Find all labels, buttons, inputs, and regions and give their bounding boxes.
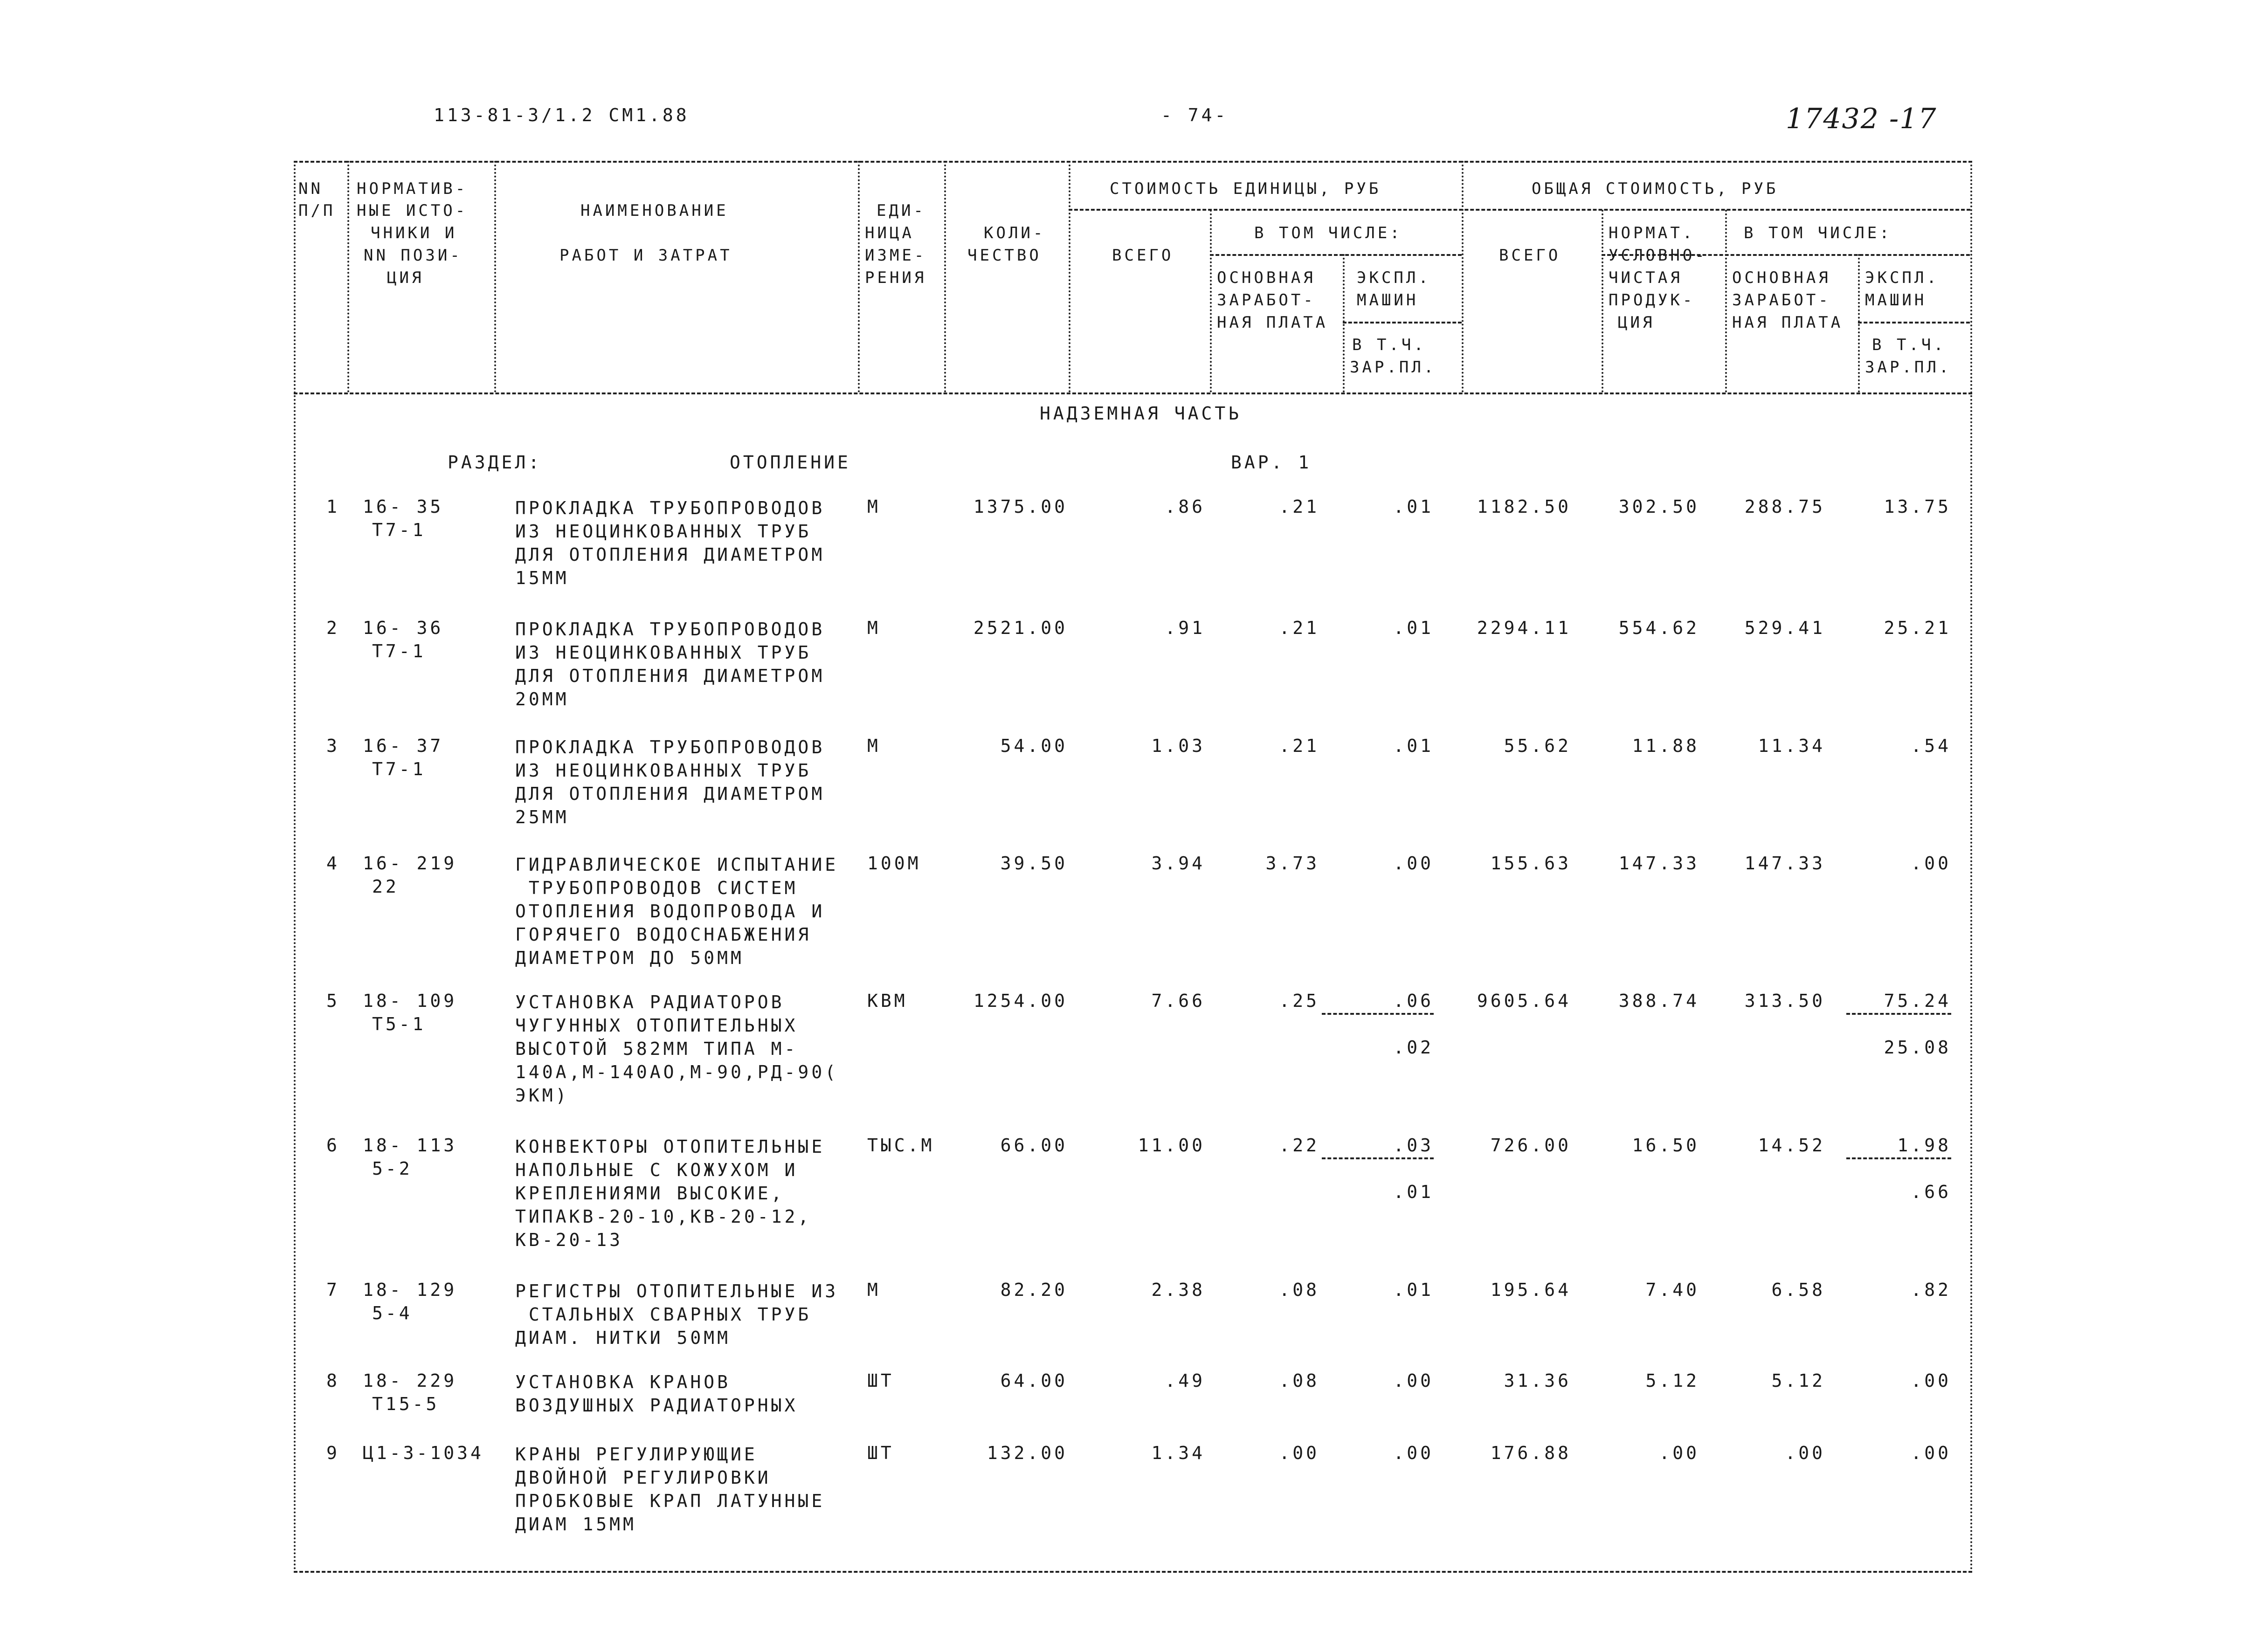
row-t-mach: 75.24 — [1884, 991, 1951, 1011]
row-code: 18- 229 — [363, 1370, 457, 1391]
table-right-border — [1970, 161, 1972, 1571]
hdr-ekspl-2: МАШИН — [1357, 291, 1419, 310]
hdr-vsego-unit: ВСЕГО — [1112, 246, 1174, 265]
row-qty: 132.00 — [987, 1443, 1068, 1463]
hdr-vtch-2: ЗАР.ПЛ. — [1350, 358, 1436, 377]
hdr-vtch-t1: В Т.Ч. — [1872, 336, 1946, 354]
row-code: 18- 129 — [363, 1280, 457, 1300]
row-unit: КВМ — [867, 991, 908, 1011]
row-number: 5 — [326, 991, 340, 1011]
razdel-name: ОТОПЛЕНИЕ — [730, 452, 851, 473]
row-t-mach: 1.98 — [1897, 1135, 1951, 1156]
hdr-osn-t1: ОСНОВНАЯ — [1732, 268, 1831, 287]
subtotal-divider — [1846, 1013, 1951, 1015]
row-normat: 11.88 — [1632, 736, 1699, 756]
hdr-qty-2: ЧЕСТВО — [967, 246, 1042, 265]
section-part-title: НАДЗЕМНАЯ ЧАСТЬ — [1040, 403, 1242, 424]
row-qty: 2521.00 — [973, 618, 1068, 638]
hdr-normat-1: НОРМАТ. — [1609, 224, 1695, 242]
hdr-sep — [494, 161, 496, 392]
row-total: 1182.50 — [1477, 496, 1571, 517]
row-mach: .03 — [1393, 1135, 1434, 1156]
row-qty: 1375.00 — [973, 496, 1068, 517]
row-number: 2 — [326, 618, 340, 638]
row-description: ГИДРАВЛИЧЕСКОЕ ИСПЫТАНИЕ ТРУБОПРОВОДОВ СИСТЕМ ОТОПЛЕНИЯ ВОДОПРОВОДА И ГОРЯЧЕГО ВОДОСНАБЖЕНИЯ ДИАМЕТРОМ ДО 50ММ — [515, 854, 839, 968]
hdr-sep — [1210, 210, 1212, 392]
row-total: 9605.64 — [1477, 991, 1571, 1011]
row-code-sub: Т7-1 — [372, 520, 426, 540]
row-unit: ШТ — [867, 1443, 894, 1463]
row-mach-wage: .02 — [1393, 1037, 1434, 1058]
hdr-unit-1: ЕДИ- — [877, 201, 926, 220]
hdr-sep — [1602, 210, 1603, 392]
row-code: 16- 35 — [363, 496, 444, 517]
row-number: 3 — [326, 736, 340, 756]
hdr-normat-5: ЦИЯ — [1618, 313, 1655, 332]
row-description: УСТАНОВКА РАДИАТОРОВ ЧУГУННЫХ ОТОПИТЕЛЬНЫХ ВЫСОТОЙ 582ММ ТИПА М- 140А,М-140АО,М-90,РД-90( ЭКМ) — [515, 992, 839, 1106]
hdr-name-1: НАИМЕНОВАНИЕ — [580, 201, 729, 220]
row-wage: .21 — [1279, 496, 1319, 517]
row-qty: 82.20 — [1000, 1280, 1068, 1300]
hdr-osn-2: ЗАРАБОТ- — [1217, 291, 1316, 310]
row-code: 16- 219 — [363, 853, 457, 874]
row-qty: 64.00 — [1000, 1370, 1068, 1391]
row-qty: 1254.00 — [973, 991, 1068, 1011]
row-all: 1.34 — [1151, 1443, 1205, 1463]
row-qty: 54.00 — [1000, 736, 1068, 756]
hdr-normat-2: УСЛОВНО- — [1609, 246, 1707, 265]
row-unit: ТЫС.М — [867, 1135, 935, 1156]
row-t-wage: .00 — [1785, 1443, 1825, 1463]
row-unit: М — [867, 496, 881, 517]
subtotal-divider — [1322, 1157, 1434, 1159]
row-all: .49 — [1165, 1370, 1205, 1391]
hdr-nn-2: П/П — [298, 201, 336, 220]
row-t-mach: .82 — [1911, 1280, 1951, 1300]
hdr-norm-2: НЫЕ ИСТО- — [357, 201, 468, 220]
row-unit: М — [867, 1280, 881, 1300]
row-total: 31.36 — [1504, 1370, 1571, 1391]
hdr-ekspl-t2: МАШИН — [1865, 291, 1927, 310]
row-code-sub: 5-2 — [372, 1158, 413, 1179]
hdr-vsego-total: ВСЕГО — [1499, 246, 1561, 265]
row-number: 7 — [326, 1280, 340, 1300]
row-mach: .01 — [1393, 736, 1434, 756]
subtotal-divider — [1322, 1013, 1434, 1015]
row-code-sub: Т15-5 — [372, 1394, 440, 1414]
row-mach: .01 — [1393, 1280, 1434, 1300]
row-all: 1.03 — [1151, 736, 1205, 756]
row-t-mach: 25.21 — [1884, 618, 1951, 638]
subtotal-divider — [1846, 1157, 1951, 1159]
hdr-osn-t2: ЗАРАБОТ- — [1732, 291, 1831, 310]
row-unit: М — [867, 736, 881, 756]
row-unit: ШТ — [867, 1370, 894, 1391]
row-code-sub: 22 — [372, 876, 399, 897]
row-description: ПРОКЛАДКА ТРУБОПРОВОДОВ ИЗ НЕОЦИНКОВАННЫХ ТРУБ ДЛЯ ОТОПЛЕНИЯ ДИАМЕТРОМ 25ММ — [515, 737, 825, 827]
row-wage: .21 — [1279, 618, 1319, 638]
hdr-norm-1: НОРМАТИВ- — [357, 179, 468, 198]
row-total: 176.88 — [1490, 1443, 1571, 1463]
hdr-osn-1: ОСНОВНАЯ — [1217, 268, 1316, 287]
row-mach: .06 — [1393, 991, 1434, 1011]
row-code-sub: Т5-1 — [372, 1014, 426, 1034]
row-t-wage: 529.41 — [1744, 618, 1825, 638]
hdr-unit-2: НИЦА — [865, 224, 914, 242]
row-qty: 66.00 — [1000, 1135, 1068, 1156]
row-code: Ц1-3-1034 — [363, 1443, 484, 1463]
row-all: 3.94 — [1151, 853, 1205, 874]
hdr-rule — [1343, 322, 1462, 324]
row-t-mach: .00 — [1911, 853, 1951, 874]
row-qty: 39.50 — [1000, 853, 1068, 874]
row-total: 726.00 — [1490, 1135, 1571, 1156]
row-code-sub: 5-4 — [372, 1303, 413, 1323]
hdr-osn-t3: НАЯ ПЛАТА — [1732, 313, 1844, 332]
row-total: 195.64 — [1490, 1280, 1571, 1300]
hdr-norm-4: NN ПОЗИ- — [364, 246, 463, 265]
row-t-mach-wage: 25.08 — [1884, 1037, 1951, 1058]
hdr-rule — [1069, 209, 1970, 211]
row-unit: 100М — [867, 853, 921, 874]
hdr-unit-3: ИЗМЕ- — [865, 246, 927, 265]
row-t-mach: .54 — [1911, 736, 1951, 756]
hdr-osn-3: НАЯ ПЛАТА — [1217, 313, 1328, 332]
hdr-sep — [944, 161, 946, 392]
hdr-vtom-unit: В ТОМ ЧИСЛЕ: — [1254, 224, 1402, 242]
hdr-norm-5: ЦИЯ — [387, 268, 424, 287]
row-code: 16- 36 — [363, 618, 444, 638]
hdr-rule — [1210, 254, 1462, 256]
hdr-qty-1: КОЛИ- — [984, 224, 1046, 242]
table-top-border — [294, 161, 1972, 163]
row-t-mach: .00 — [1911, 1443, 1951, 1463]
row-t-wage: 313.50 — [1744, 991, 1825, 1011]
hdr-rule — [1858, 322, 1970, 324]
row-number: 9 — [326, 1443, 340, 1463]
row-description: РЕГИСТРЫ ОТОПИТЕЛЬНЫЕ ИЗ СТАЛЬНЫХ СВАРНЫХ ТРУБ ДИАМ. НИТКИ 50ММ — [515, 1281, 839, 1348]
row-t-wage: 11.34 — [1758, 736, 1825, 756]
header-bottom-border — [294, 392, 1972, 394]
row-total: 55.62 — [1504, 736, 1571, 756]
hdr-nn-1: NN — [298, 179, 323, 198]
hdr-sep — [347, 161, 349, 392]
hdr-unit-cost: СТОИМОСТЬ ЕДИНИЦЫ, РУБ — [1110, 179, 1381, 198]
row-mach-wage: .01 — [1393, 1182, 1434, 1202]
row-normat: .00 — [1659, 1443, 1699, 1463]
document-code: 113-81-3/1.2 СМ1.88 — [434, 105, 690, 125]
hdr-vtom-total: В ТОМ ЧИСЛЕ: — [1744, 224, 1892, 242]
hdr-unit-4: РЕНИЯ — [865, 268, 927, 287]
row-all: 11.00 — [1138, 1135, 1205, 1156]
row-code: 18- 113 — [363, 1135, 457, 1156]
row-wage: .08 — [1279, 1370, 1319, 1391]
row-description: ПРОКЛАДКА ТРУБОПРОВОДОВ ИЗ НЕОЦИНКОВАННЫХ ТРУБ ДЛЯ ОТОПЛЕНИЯ ДИАМЕТРОМ 20ММ — [515, 619, 825, 709]
row-mach: .01 — [1393, 618, 1434, 638]
row-mach: .00 — [1393, 853, 1434, 874]
hdr-total-cost: ОБЩАЯ СТОИМОСТЬ, РУБ — [1532, 179, 1779, 198]
hdr-ekspl-t1: ЭКСПЛ. — [1865, 268, 1939, 287]
row-all: 7.66 — [1151, 991, 1205, 1011]
row-number: 4 — [326, 853, 340, 874]
row-code-sub: Т7-1 — [372, 759, 426, 779]
row-number: 8 — [326, 1370, 340, 1391]
row-normat: 388.74 — [1618, 991, 1699, 1011]
razdel-label: РАЗДЕЛ: — [448, 452, 542, 473]
row-normat: 16.50 — [1632, 1135, 1699, 1156]
hdr-norm-3: ЧНИКИ И — [371, 224, 457, 242]
hdr-vtch-1: В Т.Ч. — [1352, 336, 1426, 354]
hdr-normat-4: ПРОДУК- — [1609, 291, 1695, 310]
hdr-sep — [1462, 161, 1464, 392]
row-all: 2.38 — [1151, 1280, 1205, 1300]
row-number: 1 — [326, 496, 340, 517]
row-normat: 554.62 — [1618, 618, 1699, 638]
row-wage: 3.73 — [1265, 853, 1319, 874]
handwritten-number: 17432 -17 — [1786, 103, 1937, 135]
row-wage: .25 — [1279, 991, 1319, 1011]
table-bottom-border — [294, 1571, 1972, 1573]
row-t-wage: 288.75 — [1744, 496, 1825, 517]
row-wage: .22 — [1279, 1135, 1319, 1156]
row-normat: 5.12 — [1645, 1370, 1699, 1391]
hdr-sep — [858, 161, 860, 392]
row-t-mach-wage: .66 — [1911, 1182, 1951, 1202]
row-t-wage: 6.58 — [1771, 1280, 1825, 1300]
row-all: .86 — [1165, 496, 1205, 517]
row-mach: .01 — [1393, 496, 1434, 517]
row-total: 2294.11 — [1477, 618, 1571, 638]
row-wage: .21 — [1279, 736, 1319, 756]
row-unit: М — [867, 618, 881, 638]
row-t-mach: 13.75 — [1884, 496, 1951, 517]
row-t-mach: .00 — [1911, 1370, 1951, 1391]
row-description: КОНВЕКТОРЫ ОТОПИТЕЛЬНЫЕ НАПОЛЬНЫЕ С КОЖУХОМ И КРЕПЛЕНИЯМИ ВЫСОКИЕ, ТИПАКВ-20-10,КВ-20-12, КВ-20-13 — [515, 1136, 825, 1250]
row-description: ПРОКЛАДКА ТРУБОПРОВОДОВ ИЗ НЕОЦИНКОВАННЫХ ТРУБ ДЛЯ ОТОПЛЕНИЯ ДИАМЕТРОМ 15ММ — [515, 498, 825, 588]
hdr-normat-3: ЧИСТАЯ — [1609, 268, 1683, 287]
row-description: КРАНЫ РЕГУЛИРУЮЩИЕ ДВОЙНОЙ РЕГУЛИРОВКИ ПРОБКОВЫЕ КРАП ЛАТУННЫЕ ДИАМ 15ММ — [515, 1444, 825, 1535]
row-normat: 147.33 — [1618, 853, 1699, 874]
row-wage: .00 — [1279, 1443, 1319, 1463]
row-t-wage: 147.33 — [1744, 853, 1825, 874]
page-number: - 74- — [1161, 105, 1229, 125]
row-all: .91 — [1165, 618, 1205, 638]
row-t-wage: 14.52 — [1758, 1135, 1825, 1156]
row-total: 155.63 — [1490, 853, 1571, 874]
row-code: 16- 37 — [363, 736, 444, 756]
row-description: УСТАНОВКА КРАНОВ ВОЗДУШНЫХ РАДИАТОРНЫХ — [515, 1372, 798, 1416]
variant-label: ВАР. 1 — [1231, 452, 1312, 473]
hdr-ekspl-1: ЭКСПЛ. — [1357, 268, 1431, 287]
hdr-sep — [1069, 161, 1070, 392]
hdr-name-2: РАБОТ И ЗАТРАТ — [559, 246, 732, 265]
row-code-sub: Т7-1 — [372, 641, 426, 661]
row-wage: .08 — [1279, 1280, 1319, 1300]
row-normat: 302.50 — [1618, 496, 1699, 517]
hdr-sep — [1725, 210, 1727, 392]
row-t-wage: 5.12 — [1771, 1370, 1825, 1391]
row-number: 6 — [326, 1135, 340, 1156]
hdr-vtch-t2: ЗАР.ПЛ. — [1865, 358, 1952, 377]
row-normat: 7.40 — [1645, 1280, 1699, 1300]
row-code: 18- 109 — [363, 991, 457, 1011]
row-mach: .00 — [1393, 1443, 1434, 1463]
row-mach: .00 — [1393, 1370, 1434, 1391]
table-left-border — [294, 161, 296, 1571]
